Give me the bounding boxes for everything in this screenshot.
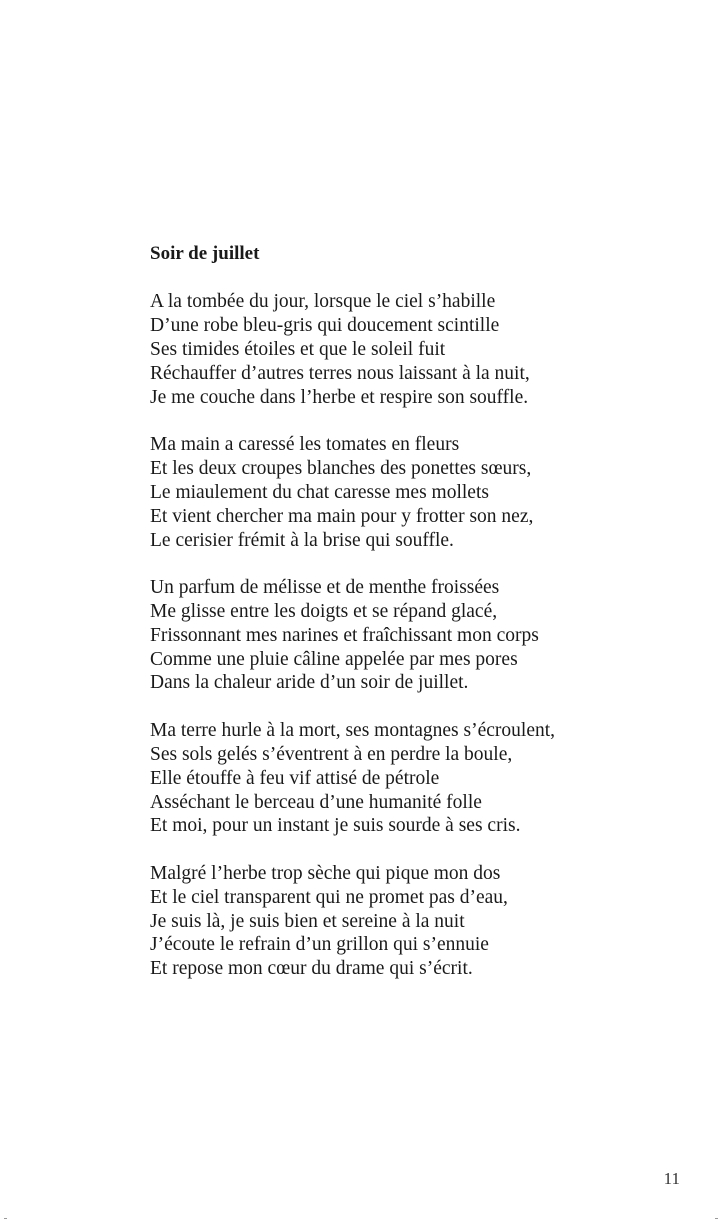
- verse: Je me couche dans l’herbe et respire son souffle.: [150, 386, 529, 408]
- verse: J’écoute le refrain d’un grillon qui s’ennuie: [150, 934, 489, 956]
- verse: Un parfum de mélisse et de menthe froissées: [150, 576, 500, 598]
- verse: Ses timides étoiles et que le soleil fuit: [150, 338, 446, 360]
- verse: Et repose mon cœur du drame qui s’écrit.: [150, 958, 473, 980]
- verse: Ses sols gelés s’éventrent à en perdre la boule,: [150, 743, 513, 765]
- verse: Réchauffer d’autres terres nous laissant à la nuit,: [150, 362, 530, 384]
- verse: D’une robe bleu-gris qui doucement scintille: [150, 314, 500, 336]
- verse: Je suis là, je suis bien et sereine à la nuit: [150, 910, 465, 932]
- verse: Elle étouffe à feu vif attisé de pétrole: [150, 767, 440, 789]
- verse: A la tombée du jour, lorsque le ciel s’habille: [150, 291, 496, 312]
- stanza-2: [150, 433, 690, 552]
- crop-mark: [4, 1218, 7, 1219]
- stanza-1: [150, 290, 690, 409]
- verse: Malgré l’herbe trop sèche qui pique mon dos: [150, 862, 501, 884]
- verse: Ma main a caressé les tomates en fleurs: [150, 433, 460, 455]
- verse: Asséchant le berceau d’une humanité folle: [150, 791, 482, 813]
- poem-title: Soir de juillet: [150, 243, 260, 264]
- verse: Le miaulement du chat caresse mes mollets: [150, 481, 489, 503]
- verse: Le cerisier frémit à la brise qui souffle.: [150, 529, 454, 551]
- crop-mark: [715, 1218, 718, 1219]
- stanza-3: [150, 576, 690, 695]
- verse: Et moi, pour un instant je suis sourde à ses cris.: [150, 815, 521, 837]
- verse: Ma terre hurle à la mort, ses montagnes s’écroulent,: [150, 719, 556, 741]
- verse: Dans la chaleur aride d’un soir de juillet.: [150, 672, 469, 694]
- verse: Frissonnant mes narines et fraîchissant mon corps: [150, 624, 539, 646]
- verse: Et le ciel transparent qui ne promet pas d’eau,: [150, 886, 508, 908]
- verse: Et vient chercher ma main pour y frotter son nez,: [150, 505, 534, 527]
- verse: Et les deux croupes blanches des ponettes sœurs,: [150, 457, 532, 479]
- stanza-5: [150, 862, 690, 981]
- verse: Comme une pluie câline appelée par mes pores: [150, 648, 518, 670]
- verse: Me glisse entre les doigts et se répand glacé,: [150, 600, 498, 622]
- stanza-4: [150, 719, 690, 838]
- poem: [150, 242, 690, 1005]
- page-number: 11: [663, 1169, 680, 1188]
